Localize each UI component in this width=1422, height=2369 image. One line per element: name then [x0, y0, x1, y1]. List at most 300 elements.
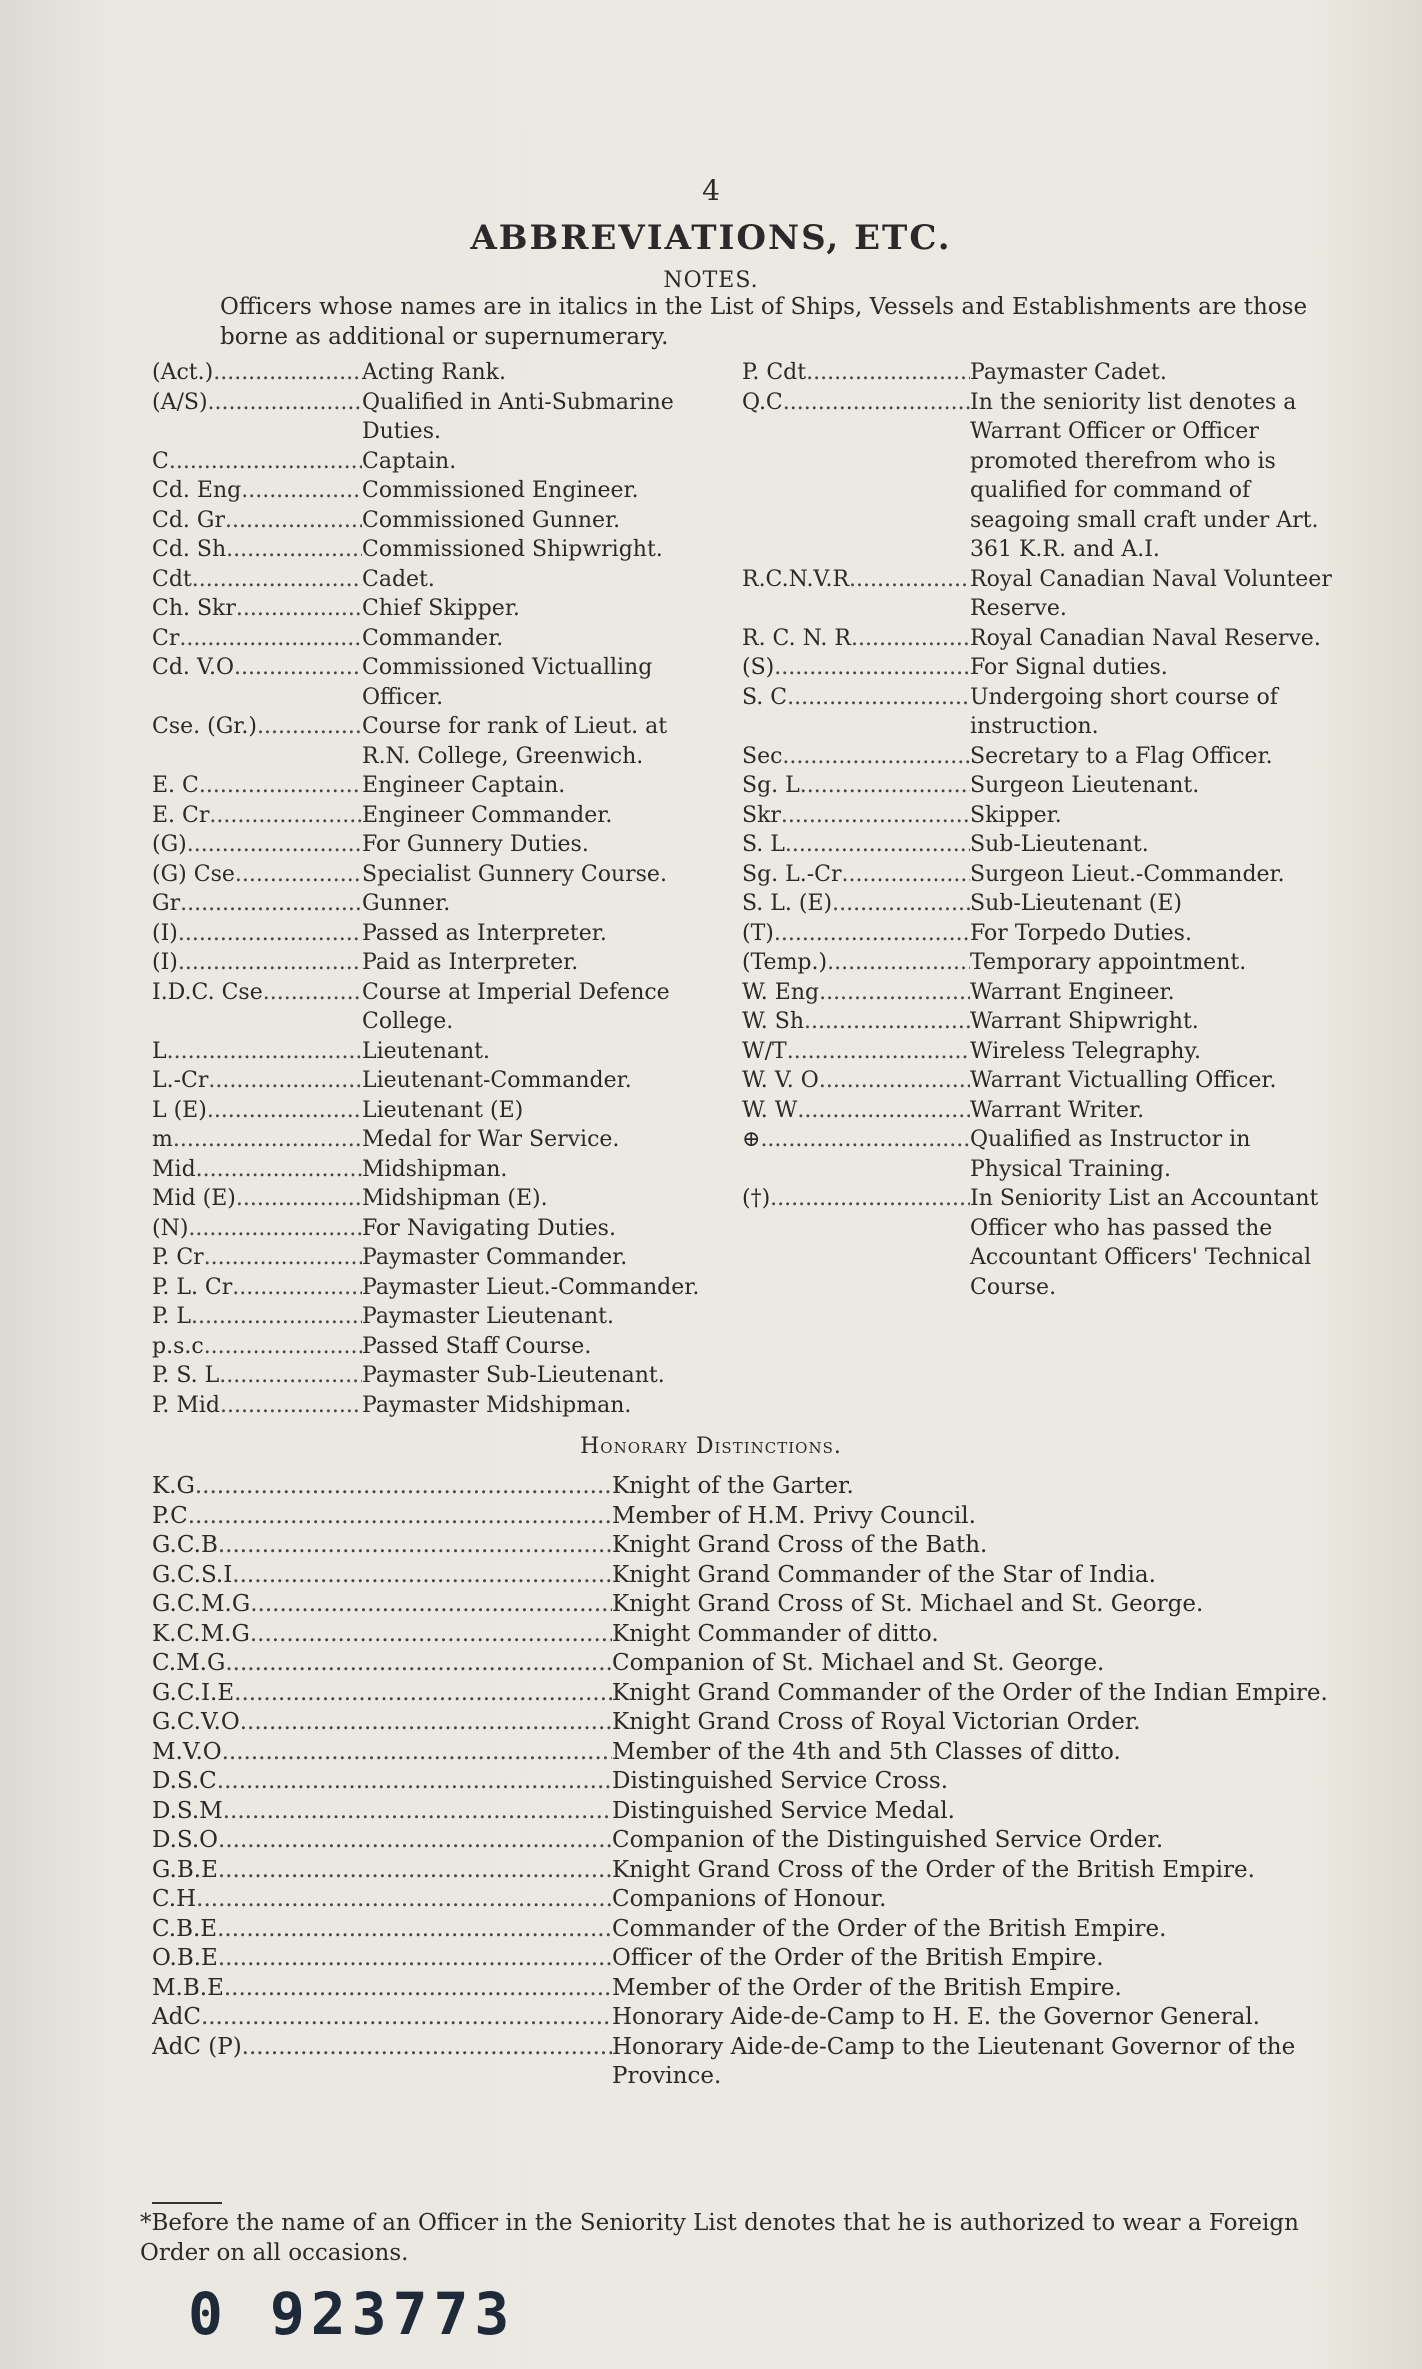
- dot-leader: [783, 388, 970, 565]
- honorary-distinctions-heading: Honorary Distinctions.: [580, 1434, 842, 1459]
- dot-leader: [787, 683, 970, 742]
- dot-leader: [849, 565, 970, 624]
- definition: Distinguished Service Cross.: [612, 1768, 949, 1794]
- abbreviation-row: [152, 1332, 712, 1362]
- honorary-row: [152, 2033, 1342, 2092]
- definition: Commissioned Gunner.: [362, 507, 621, 533]
- dot-leader: [188, 1502, 612, 1532]
- abbreviation-row: [152, 1361, 712, 1391]
- abbreviation: S. L: [742, 832, 785, 857]
- abbreviation: R. C. N. R: [742, 625, 851, 651]
- definition: Midshipman (E).: [362, 1186, 548, 1211]
- dot-leader: [178, 919, 362, 949]
- definition: Knight of the Garter.: [612, 1473, 854, 1499]
- dot-leader: [760, 1125, 970, 1184]
- dot-leader: [235, 860, 362, 890]
- dot-leader: [770, 1184, 970, 1302]
- abbreviations-right-column: [742, 358, 1342, 1302]
- abbreviation-row: [742, 565, 1342, 624]
- abbreviation-row: [742, 771, 1342, 801]
- abbreviation: (†): [742, 1186, 771, 1211]
- dot-leader: [797, 1096, 970, 1126]
- dot-leader: [232, 1273, 362, 1303]
- abbreviation: Cr: [152, 625, 180, 651]
- abbreviation-row: [152, 1243, 712, 1273]
- abbreviation: (I): [152, 920, 178, 946]
- definition: Officer of the Order of the British Empire.: [612, 1945, 1104, 1971]
- definition: For Signal duties.: [970, 655, 1168, 680]
- definition: Warrant Shipwright.: [970, 1009, 1199, 1034]
- abbreviation: M.B.E: [152, 1974, 224, 2001]
- definition: In the seniority list denotes a Warrant Officer or Officer promoted therefrom who is qualified for command of seagoing small craft under Art. 361 K.R. and A.I.: [970, 389, 1319, 562]
- definition: Passed as Interpreter.: [362, 920, 607, 946]
- abbreviation-row: [742, 919, 1342, 949]
- definition: Chief Skipper.: [362, 596, 520, 621]
- abbreviation-row: [742, 860, 1342, 890]
- honorary-row: [152, 1679, 1342, 1709]
- abbreviation-row: [152, 476, 712, 506]
- abbreviation: P. Cr: [152, 1245, 204, 1270]
- abbreviation-row: [152, 1096, 712, 1126]
- dot-leader: [222, 1738, 612, 1768]
- abbreviation-row: [152, 624, 712, 654]
- abbreviation-row: [152, 1037, 712, 1067]
- abbreviations-left-column: [152, 358, 712, 1420]
- honorary-row: [152, 1767, 1342, 1797]
- definition: Paymaster Cadet.: [970, 360, 1167, 385]
- abbreviation: G.B.E: [152, 1856, 218, 1883]
- definition: Engineer Commander.: [362, 802, 613, 828]
- abbreviation: p.s.c: [152, 1333, 204, 1359]
- definition: Course for rank of Lieut. at R.N. College, Greenwich.: [362, 714, 668, 769]
- dot-leader: [819, 978, 970, 1008]
- dot-leader: [199, 771, 362, 801]
- honorary-row: [152, 1708, 1342, 1738]
- dot-leader: [234, 653, 362, 712]
- definition: Knight Grand Cross of Royal Victorian Order.: [612, 1709, 1141, 1735]
- dot-leader: [232, 1561, 612, 1591]
- abbreviation-row: [742, 653, 1342, 683]
- definition: Acting Rank.: [362, 360, 507, 385]
- honorary-row: [152, 1974, 1342, 2004]
- dot-leader: [827, 948, 970, 978]
- definition: Passed Staff Course.: [362, 1333, 592, 1359]
- dot-leader: [226, 535, 362, 565]
- dot-leader: [241, 476, 362, 506]
- abbreviation-row: [742, 889, 1342, 919]
- definition: Knight Grand Cross of the Bath.: [612, 1532, 988, 1558]
- abbreviation: P. S. L: [152, 1363, 220, 1388]
- abbreviation-row: [152, 889, 712, 919]
- abbreviation-row: [152, 771, 712, 801]
- abbreviation: Cd. V.O: [152, 655, 234, 680]
- honorary-row: [152, 1649, 1342, 1679]
- abbreviation: D.S.O: [152, 1827, 219, 1853]
- honorary-row: [152, 1856, 1342, 1886]
- abbreviation: G.C.V.O: [152, 1709, 240, 1735]
- definition: Paymaster Midshipman.: [362, 1392, 632, 1418]
- definition: Undergoing short course of instruction.: [970, 684, 1278, 739]
- abbreviation-row: [152, 978, 712, 1037]
- dot-leader: [219, 1361, 362, 1391]
- abbreviation: AdC (P): [152, 2033, 242, 2060]
- abbreviation-row: [152, 801, 712, 831]
- definition: Temporary appointment.: [970, 950, 1247, 975]
- abbreviation-row: [742, 742, 1342, 772]
- abbreviation-row: [152, 1391, 712, 1421]
- definition: Distinguished Service Medal.: [612, 1797, 955, 1824]
- abbreviation: Cd. Gr: [152, 507, 225, 533]
- dot-leader: [167, 1037, 362, 1067]
- abbreviation-row: [742, 1037, 1342, 1067]
- dot-leader: [257, 712, 362, 771]
- honorary-row: [152, 1561, 1342, 1591]
- abbreviation: Ch. Skr: [152, 596, 236, 621]
- definition: Midshipman.: [362, 1156, 508, 1182]
- abbreviation: (Act.): [152, 360, 214, 385]
- dot-leader: [218, 1531, 612, 1561]
- dot-leader: [204, 1332, 362, 1362]
- definition: Commander.: [362, 625, 504, 651]
- definition: Paymaster Lieut.-Commander.: [362, 1274, 700, 1300]
- abbreviation-row: [742, 388, 1342, 565]
- abbreviation: Mid: [152, 1156, 196, 1182]
- abbreviation: C: [152, 448, 169, 474]
- abbreviation-row: [152, 594, 712, 624]
- dot-leader: [217, 1915, 612, 1945]
- dot-leader: [207, 1096, 362, 1126]
- abbreviation: (A/S): [152, 389, 208, 415]
- dot-leader: [250, 1590, 612, 1620]
- dot-leader: [208, 1066, 362, 1096]
- definition: For Navigating Duties.: [362, 1215, 616, 1241]
- definition: Qualified as Instructor in Physical Training.: [970, 1127, 1251, 1182]
- dot-leader: [782, 742, 970, 772]
- definition: Surgeon Lieut.-Commander.: [970, 861, 1285, 887]
- abbreviation: R.C.N.V.R: [742, 566, 850, 592]
- dot-leader: [842, 860, 970, 890]
- definition: Companions of Honour.: [612, 1886, 887, 1912]
- dot-leader: [187, 830, 362, 860]
- abbreviation-row: [152, 712, 712, 771]
- page-number: 4: [702, 174, 720, 207]
- dot-leader: [832, 889, 970, 919]
- abbreviation: ⊕: [742, 1127, 761, 1152]
- abbreviation-row: [742, 948, 1342, 978]
- dot-leader: [188, 1214, 362, 1244]
- abbreviation: W. W: [742, 1097, 798, 1123]
- dot-leader: [218, 1856, 612, 1886]
- definition: Companion of St. Michael and St. George.: [612, 1650, 1105, 1676]
- definition: Member of H.M. Privy Council.: [612, 1502, 976, 1529]
- dot-leader: [224, 1974, 612, 2004]
- dot-leader: [223, 1797, 612, 1827]
- definition: Knight Grand Commander of the Order of the Indian Empire.: [612, 1679, 1328, 1706]
- honorary-row: [152, 1885, 1342, 1915]
- abbreviation: W/T: [742, 1038, 787, 1064]
- abbreviation: Cd. Sh: [152, 537, 227, 562]
- definition: In Seniority List an Accountant Officer who has passed the Accountant Officers' Technical Course.: [970, 1186, 1319, 1300]
- dot-leader: [851, 624, 970, 654]
- abbreviation-row: [152, 535, 712, 565]
- dot-leader: [218, 1826, 612, 1856]
- abbreviation-row: [152, 948, 712, 978]
- definition: Warrant Engineer.: [970, 979, 1175, 1005]
- abbreviation-row: [152, 830, 712, 860]
- definition: Paymaster Sub-Lieutenant.: [362, 1363, 665, 1388]
- abbreviation-row: [152, 1066, 712, 1096]
- abbreviation: L: [152, 1038, 167, 1064]
- dot-leader: [192, 565, 362, 595]
- definition: Surgeon Lieutenant.: [970, 773, 1200, 798]
- dot-leader: [774, 653, 970, 683]
- definition: Paymaster Commander.: [362, 1245, 628, 1270]
- definition: Commissioned Engineer.: [362, 478, 639, 503]
- stamp-number: 0 923773: [188, 2280, 516, 2348]
- dot-leader: [204, 1243, 362, 1273]
- definition: Secretary to a Flag Officer.: [970, 743, 1273, 769]
- dot-leader: [201, 2003, 612, 2033]
- dot-leader: [787, 1037, 970, 1067]
- honorary-row: [152, 2003, 1342, 2033]
- abbreviation: C.M.G: [152, 1650, 226, 1676]
- abbreviation-row: [152, 1155, 712, 1185]
- abbreviation-row: [152, 919, 712, 949]
- dot-leader: [819, 1066, 970, 1096]
- honorary-row: [152, 1502, 1342, 1532]
- definition: Member of the 4th and 5th Classes of ditto.: [612, 1738, 1121, 1765]
- definition: Course at Imperial Defence College.: [362, 979, 670, 1034]
- abbreviation-row: [742, 1007, 1342, 1037]
- definition: Cadet.: [362, 566, 435, 592]
- dot-leader: [263, 978, 362, 1037]
- definition: For Torpedo Duties.: [970, 920, 1192, 946]
- dot-leader: [208, 388, 362, 447]
- definition: Warrant Writer.: [970, 1097, 1145, 1123]
- abbreviation: Cdt: [152, 566, 192, 592]
- abbreviation-row: [152, 565, 712, 595]
- abbreviation-row: [742, 1096, 1342, 1126]
- abbreviation: E. C: [152, 773, 199, 798]
- abbreviation: E. Cr: [152, 802, 210, 828]
- dot-leader: [195, 1472, 612, 1502]
- notes-heading: NOTES.: [663, 268, 759, 293]
- abbreviation-row: [152, 447, 712, 477]
- dot-leader: [213, 358, 362, 388]
- definition: Knight Grand Cross of St. Michael and St. George.: [612, 1591, 1204, 1617]
- footnote: *Before the name of an Officer in the Seniority List denotes that he is authorized to wear a Foreign Order on all occasions.: [140, 2210, 1299, 2266]
- dot-leader: [196, 1885, 612, 1915]
- honorary-row: [152, 1620, 1342, 1650]
- abbreviation-row: [152, 1302, 712, 1332]
- abbreviation: Sec: [742, 743, 783, 769]
- definition: Honorary Aide-de-Camp to the Lieutenant Governor of the Province.: [612, 2033, 1296, 2089]
- abbreviation-row: [742, 1125, 1342, 1184]
- dot-leader: [196, 1155, 362, 1185]
- abbreviation-row: [152, 358, 712, 388]
- abbreviation: D.S.C: [152, 1768, 217, 1794]
- dot-leader: [191, 1302, 362, 1332]
- definition: Commissioned Victualling Officer.: [362, 655, 653, 710]
- dot-leader: [250, 1620, 612, 1650]
- abbreviation-row: [742, 830, 1342, 860]
- abbreviation-row: [742, 624, 1342, 654]
- abbreviation: G.C.S.I: [152, 1561, 233, 1588]
- dot-leader: [774, 919, 970, 949]
- definition: Knight Grand Cross of the Order of the British Empire.: [612, 1856, 1255, 1883]
- abbreviation: W. Eng: [742, 979, 820, 1005]
- abbreviation-row: [152, 1184, 712, 1214]
- abbreviation: P. L: [152, 1304, 191, 1329]
- definition: Member of the Order of the British Empire.: [612, 1974, 1122, 2001]
- abbreviation: D.S.M: [152, 1797, 223, 1824]
- definition: Skipper.: [970, 802, 1062, 828]
- abbreviation-row: [742, 1066, 1342, 1096]
- definition: Gunner.: [362, 891, 451, 916]
- abbreviation: Gr: [152, 891, 181, 916]
- honorary-distinctions-list: [152, 1472, 1342, 2092]
- abbreviation: Q.C: [742, 389, 783, 415]
- definition: Warrant Victualling Officer.: [970, 1068, 1277, 1093]
- abbreviation: S. C: [742, 684, 788, 710]
- dot-leader: [240, 1708, 612, 1738]
- dot-leader: [225, 1649, 612, 1679]
- definition: Specialist Gunnery Course.: [362, 861, 667, 887]
- abbreviation: P. Cdt: [742, 360, 807, 385]
- definition: Sub-Lieutenant (E): [970, 891, 1182, 916]
- definition: Lieutenant-Commander.: [362, 1068, 632, 1093]
- abbreviation-row: [742, 683, 1342, 742]
- abbreviation-row: [152, 1273, 712, 1303]
- abbreviation: (G): [152, 832, 187, 857]
- abbreviation-row: [152, 653, 712, 712]
- abbreviation-row: [152, 1125, 712, 1155]
- abbreviation: P. L. Cr: [152, 1274, 233, 1300]
- dot-leader: [218, 1944, 612, 1974]
- definition: Commander of the Order of the British Empire.: [612, 1915, 1167, 1942]
- abbreviation: Cd. Eng: [152, 478, 242, 503]
- abbreviation: C.B.E: [152, 1915, 218, 1942]
- abbreviation-row: [742, 358, 1342, 388]
- footnote-rule: [152, 2202, 222, 2204]
- dot-leader: [242, 2033, 612, 2092]
- dot-leader: [178, 948, 362, 978]
- dot-leader: [180, 889, 362, 919]
- notes-text: Officers whose names are in italics in the List of Ships, Vessels and Establishments are those borne as additional or supernumerary.: [220, 294, 1308, 350]
- dot-leader: [173, 1125, 362, 1155]
- definition: Paymaster Lieutenant.: [362, 1304, 614, 1329]
- definition: Wireless Telegraphy.: [970, 1038, 1201, 1064]
- abbreviation: G.C.I.E: [152, 1679, 235, 1706]
- honorary-row: [152, 1944, 1342, 1974]
- honorary-row: [152, 1472, 1342, 1502]
- abbreviation-row: [742, 1184, 1342, 1302]
- abbreviation: P.C: [152, 1502, 188, 1529]
- abbreviation: (Temp.): [742, 950, 828, 975]
- dot-leader: [806, 358, 970, 388]
- abbreviation: m: [152, 1127, 173, 1152]
- dot-leader: [800, 771, 970, 801]
- honorary-row: [152, 1738, 1342, 1768]
- definition: Knight Grand Commander of the Star of India.: [612, 1561, 1156, 1588]
- abbreviation-row: [152, 506, 712, 536]
- definition: Qualified in Anti-Submarine Duties.: [362, 389, 674, 444]
- dot-leader: [234, 1679, 612, 1709]
- abbreviation: L (E): [152, 1097, 207, 1123]
- dot-leader: [785, 830, 970, 860]
- abbreviation: I.D.C. Cse: [152, 979, 263, 1005]
- abbreviation-row: [152, 1214, 712, 1244]
- abbreviation: P. Mid: [152, 1392, 220, 1418]
- abbreviation-row: [742, 801, 1342, 831]
- abbreviation: (S): [742, 655, 775, 680]
- dot-leader: [225, 506, 362, 536]
- abbreviation: W. V. O: [742, 1068, 819, 1093]
- abbreviation: G.C.B: [152, 1532, 218, 1558]
- abbreviation: (N): [152, 1215, 189, 1241]
- honorary-row: [152, 1915, 1342, 1945]
- abbreviation: Skr: [742, 802, 781, 828]
- definition: Royal Canadian Naval Volunteer Reserve.: [970, 566, 1332, 621]
- honorary-row: [152, 1590, 1342, 1620]
- honorary-row: [152, 1531, 1342, 1561]
- dot-leader: [220, 1391, 362, 1421]
- abbreviation: K.C.M.G: [152, 1620, 250, 1647]
- abbreviation: G.C.M.G: [152, 1591, 251, 1617]
- abbreviation: Cse. (Gr.): [152, 714, 257, 739]
- abbreviation-row: [742, 978, 1342, 1008]
- abbreviation: Mid (E): [152, 1186, 236, 1211]
- abbreviation: AdC: [152, 2004, 201, 2030]
- abbreviation: S. L. (E): [742, 891, 833, 916]
- abbreviation: (G) Cse: [152, 861, 235, 887]
- dot-leader: [781, 801, 970, 831]
- dot-leader: [217, 1767, 612, 1797]
- definition: Commissioned Shipwright.: [362, 537, 663, 562]
- definition: Engineer Captain.: [362, 773, 566, 798]
- definition: Knight Commander of ditto.: [612, 1620, 939, 1647]
- definition: Lieutenant (E): [362, 1097, 524, 1123]
- abbreviation: Sg. L: [742, 773, 800, 798]
- definition: For Gunnery Duties.: [362, 832, 589, 857]
- page-title: ABBREVIATIONS, ETC.: [470, 218, 952, 258]
- definition: Medal for War Service.: [362, 1127, 620, 1152]
- definition: Captain.: [362, 448, 457, 474]
- honorary-row: [152, 1826, 1342, 1856]
- definition: Royal Canadian Naval Reserve.: [970, 625, 1321, 651]
- definition: Paid as Interpreter.: [362, 950, 579, 975]
- abbreviation: L.-Cr: [152, 1068, 209, 1093]
- abbreviation: O.B.E: [152, 1945, 218, 1971]
- abbreviation: C.H: [152, 1886, 197, 1912]
- abbreviation: (T): [742, 920, 774, 946]
- honorary-row: [152, 1797, 1342, 1827]
- definition: Companion of the Distinguished Service Order.: [612, 1827, 1164, 1853]
- dot-leader: [169, 447, 362, 477]
- dot-leader: [236, 1184, 362, 1214]
- abbreviation: K.G: [152, 1473, 195, 1499]
- abbreviation: M.V.O: [152, 1738, 222, 1765]
- abbreviation: (I): [152, 950, 178, 975]
- definition: Sub-Lieutenant.: [970, 832, 1149, 857]
- abbreviation: W. Sh: [742, 1009, 804, 1034]
- dot-leader: [179, 624, 362, 654]
- dot-leader: [804, 1007, 970, 1037]
- dot-leader: [236, 594, 362, 624]
- abbreviation-row: [152, 860, 712, 890]
- definition: Honorary Aide-de-Camp to H. E. the Governor General.: [612, 2004, 1260, 2030]
- dot-leader: [209, 801, 362, 831]
